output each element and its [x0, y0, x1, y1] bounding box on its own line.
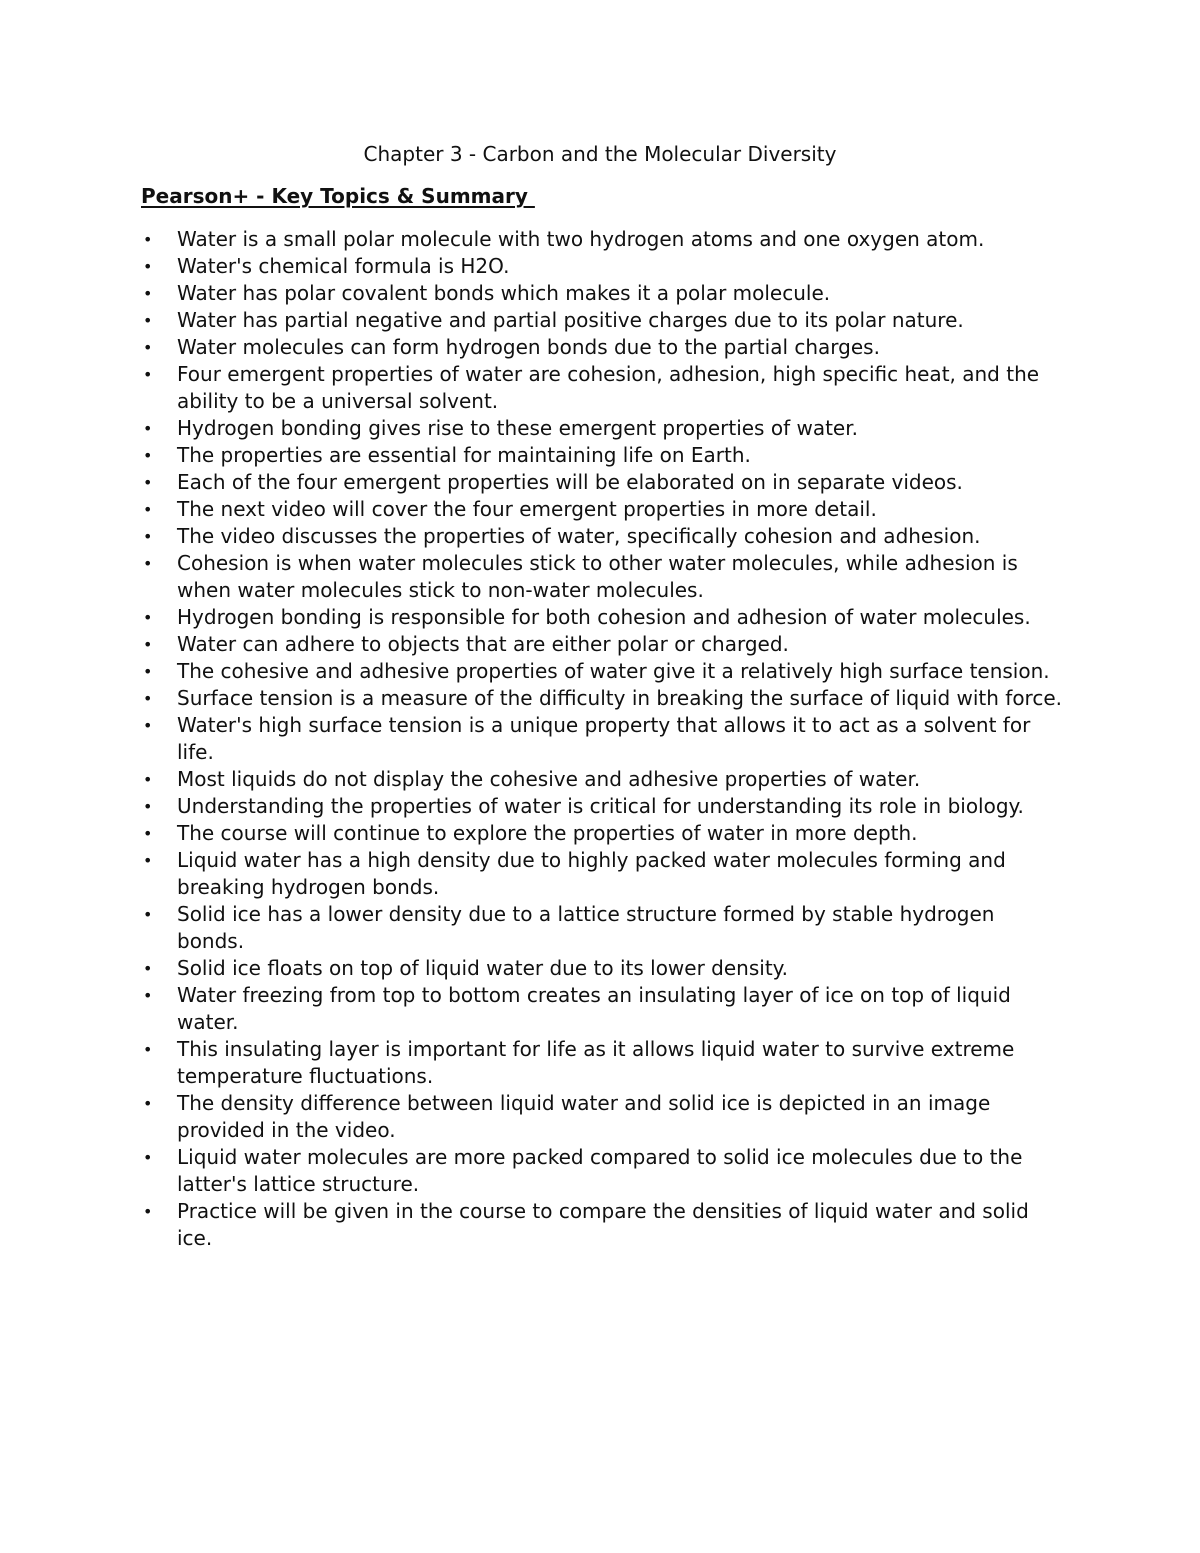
bullet-icon: • [143, 365, 153, 384]
list-item [141, 1036, 1066, 1090]
list-item-text: The density difference between liquid water and solid ice is depicted in an image provided in the video. [177, 1091, 991, 1142]
list-item [141, 847, 1066, 901]
bullet-icon: • [143, 1040, 153, 1059]
list-item-text: Water has polar covalent bonds which makes it a polar molecule. [177, 281, 831, 305]
list-item-text: Hydrogen bonding is responsible for both cohesion and adhesion of water molecules. [177, 605, 1031, 629]
list-item [141, 415, 1066, 442]
bullet-icon: • [143, 230, 153, 249]
list-item-text: The next video will cover the four emergent properties in more detail. [177, 497, 877, 521]
list-item-text: Hydrogen bonding gives rise to these emergent properties of water. [177, 416, 858, 440]
list-item [141, 1144, 1066, 1198]
list-item-text: The course will continue to explore the properties of water in more depth. [177, 821, 918, 845]
list-item [141, 307, 1066, 334]
list-item [141, 631, 1066, 658]
list-item-text: Practice will be given in the course to compare the densities of liquid water and solid ice. [177, 1199, 1029, 1250]
list-item [141, 253, 1066, 280]
bullet-icon: • [143, 635, 153, 654]
list-item-text: Each of the four emergent properties will be elaborated on in separate videos. [177, 470, 963, 494]
list-item-text: Four emergent properties of water are cohesion, adhesion, high specific heat, and the ability to be a universal solvent. [177, 362, 1040, 413]
bullet-icon: • [143, 1148, 153, 1167]
list-item [141, 712, 1066, 766]
bullet-icon: • [143, 608, 153, 627]
list-item-text: Liquid water molecules are more packed compared to solid ice molecules due to the latter's lattice structure. [177, 1145, 1023, 1196]
list-item [141, 442, 1066, 469]
list-item [141, 685, 1066, 712]
section-heading: Pearson+ - Key Topics & Summary [141, 184, 535, 208]
bullet-icon: • [143, 689, 153, 708]
list-item-text: Surface tension is a measure of the difficulty in breaking the surface of liquid with force. [177, 686, 1062, 710]
bullet-icon: • [143, 554, 153, 573]
bullet-icon: • [143, 311, 153, 330]
list-item [141, 1198, 1066, 1252]
list-item-text: Water molecules can form hydrogen bonds due to the partial charges. [177, 335, 880, 359]
bullet-icon: • [143, 527, 153, 546]
list-item-text: The cohesive and adhesive properties of water give it a relatively high surface tension. [177, 659, 1050, 683]
list-item [141, 469, 1066, 496]
bullet-icon: • [143, 338, 153, 357]
bullet-icon: • [143, 1094, 153, 1113]
list-item-text: Solid ice has a lower density due to a lattice structure formed by stable hydrogen bonds. [177, 902, 995, 953]
chapter-title: Chapter 3 - Carbon and the Molecular Diversity [363, 142, 837, 166]
bullet-icon: • [143, 446, 153, 465]
list-item-text: This insulating layer is important for life as it allows liquid water to survive extreme temperature fluctuations. [177, 1037, 1015, 1088]
list-item-text: Water's chemical formula is H2O. [177, 254, 510, 278]
list-item-text: Understanding the properties of water is critical for understanding its role in biology. [177, 794, 1024, 818]
list-item [141, 280, 1066, 307]
bullet-icon: • [143, 851, 153, 870]
list-item [141, 955, 1066, 982]
bullet-icon: • [143, 959, 153, 978]
bullet-icon: • [143, 284, 153, 303]
list-item [141, 793, 1066, 820]
list-item [141, 496, 1066, 523]
list-item [141, 1090, 1066, 1144]
list-item-text: Cohesion is when water molecules stick to other water molecules, while adhesion is when water molecules stick to non-water molecules. [177, 551, 1018, 602]
list-item-text: Liquid water has a high density due to highly packed water molecules forming and breaking hydrogen bonds. [177, 848, 1006, 899]
list-item [141, 604, 1066, 631]
bullet-icon: • [143, 824, 153, 843]
bullet-icon: • [143, 797, 153, 816]
list-item-text: Solid ice floats on top of liquid water due to its lower density. [177, 956, 789, 980]
list-item [141, 523, 1066, 550]
list-item-text: Water's high surface tension is a unique property that allows it to act as a solvent for life. [177, 713, 1031, 764]
bullet-icon: • [143, 500, 153, 519]
list-item-text: Water can adhere to objects that are either polar or charged. [177, 632, 789, 656]
list-item-text: The video discusses the properties of water, specifically cohesion and adhesion. [177, 524, 981, 548]
list-item [141, 361, 1066, 415]
list-item-text: Water has partial negative and partial positive charges due to its polar nature. [177, 308, 964, 332]
list-item [141, 226, 1066, 253]
bullet-icon: • [143, 257, 153, 276]
list-item [141, 766, 1066, 793]
list-item-text: Most liquids do not display the cohesive and adhesive properties of water. [177, 767, 921, 791]
bullet-icon: • [143, 770, 153, 789]
list-item [141, 334, 1066, 361]
list-item-text: Water freezing from top to bottom creates an insulating layer of ice on top of liquid water. [177, 983, 1011, 1034]
summary-list [141, 226, 1066, 1252]
list-item [141, 982, 1066, 1036]
bullet-icon: • [143, 986, 153, 1005]
list-item-text: The properties are essential for maintaining life on Earth. [177, 443, 751, 467]
bullet-icon: • [143, 662, 153, 681]
list-item-text: Water is a small polar molecule with two hydrogen atoms and one oxygen atom. [177, 227, 985, 251]
bullet-icon: • [143, 419, 153, 438]
list-item [141, 901, 1066, 955]
list-item [141, 820, 1066, 847]
bullet-icon: • [143, 905, 153, 924]
bullet-icon: • [143, 473, 153, 492]
bullet-icon: • [143, 1202, 153, 1221]
list-item [141, 658, 1066, 685]
list-item [141, 550, 1066, 604]
bullet-icon: • [143, 716, 153, 735]
